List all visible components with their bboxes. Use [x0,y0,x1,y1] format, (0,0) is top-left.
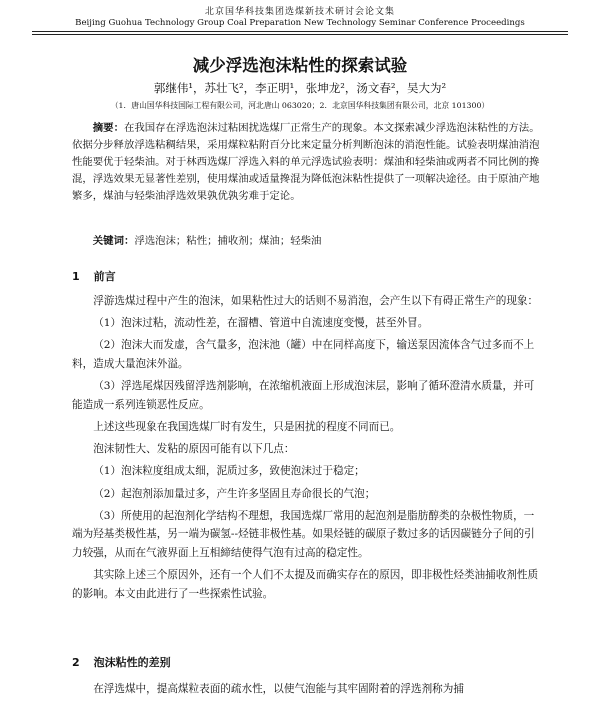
section-body-2 [72,680,540,702]
paragraph: 其实除上述三个原因外，还有一个人们不太提及而确实存在的原因，即非极性烃类油捕收剂性质的影响。本文由此进行了一些探索性试验。 [72,569,539,600]
header-rule-top [32,31,568,32]
paragraph: （2）起泡剂添加量过多，产生许多坚固且寿命很长的气泡； [93,487,376,500]
paragraph: （2）泡沫大而发虚，含气量多，泡沫池（罐）中在同样高度下，输送泵因流体含气过多而不上料，造成大量泡沫外溢。 [72,339,535,370]
paragraph: 上述这些现象在我国选煤厂时有发生，只是困扰的程度不同而已。 [93,420,401,433]
keywords [72,233,540,250]
author-list: 郭继伟¹，苏壮飞²，李正明¹，张坤龙²，汤文春²，吴大为² [153,81,447,95]
header-rule-bottom [32,34,568,35]
paragraph: （1）泡沫粒度组成太细，泥质过多，致使泡沫过于稳定； [93,465,365,478]
running-header-cn: 北京国华科技集团选煤新技术研讨会论文集 [204,7,395,17]
affiliation: （1．唐山国华科技国际工程有限公司，河北唐山 063020；2．北京国华科技集团有限公司，北京 101300） [110,101,490,110]
section-number: 2 [72,656,80,669]
running-header-en: Beijing Guohua Technology Group Coal Preparation New Technology Seminar Conference Proceedings [75,18,525,28]
running-header [0,6,600,29]
section-title: 泡沫粘性的差别 [93,656,171,669]
abstract [72,120,540,205]
keywords-label: 关键词： [92,235,135,247]
paragraph: （3）所使用的起泡剂化学结构不理想，我国选煤厂常用的起泡剂是脂肪醇类的杂极性物质，一端为羟基类极性基，另一端为碳氢--烃链非极性基。如果烃链的碳原子数过多的话因碳链分子间的引力较强，从而在气液界面上互相締结使得气泡有过高的稳定性。 [72,509,535,559]
section-body-1 [72,292,540,607]
paragraph: （3）浮选尾煤因残留浮选剂影响，在浓缩机液面上形成泡沫层，影响了循环澄清水质量，并可能造成一系列连锁恶性反应。 [72,380,535,411]
abstract-text: 在我国存在浮选泡沫过粘困扰选煤厂正常生产的现象。本文探索减少浮选泡沫粘性的方法。依据分步释放浮选粘稠结果，采用煤粒粘附百分比来定量分析判断泡沫的消泡性能。试验表明煤油消泡性能要优于轻柴油。对于林西选煤厂浮选入料的单元浮选试验表明：煤油和轻柴油或两者不同比例的搀混，浮选效果无显著性差别，使用煤油或适量搀混为降低泡沫粘性提供了一项解决途径。由于原油产地繁多，煤油与轻柴油浮选效果孰优孰劣难于定论。 [72,122,540,202]
paper-title: 减少浮选泡沫粘性的探索试验 [192,56,408,75]
paragraph: 浮游选煤过程中产生的泡沫，如果粘性过大的话则不易消泡，会产生以下有碍正常生产的现象： [93,295,539,307]
paragraph: 在浮选煤中，提高煤粒表面的疏水性，以使气泡能与其牢固附着的浮选剂称为捕 [93,683,464,695]
section-title: 前言 [93,270,116,283]
paragraph: 泡沫韧性大、发粘的原因可能有以下几点： [93,443,295,456]
section-number: 1 [72,270,80,283]
keywords-text: 浮选泡沫；粘性；捕收剂；煤油；轻柴油 [134,235,322,247]
section-heading-1 [72,268,116,284]
section-heading-2 [72,654,171,670]
paragraph: （1）泡沫过粘，流动性差，在溜槽、管道中自流速度变慢，甚至外冒。 [93,317,429,330]
abstract-label: 摘要： [92,122,124,134]
